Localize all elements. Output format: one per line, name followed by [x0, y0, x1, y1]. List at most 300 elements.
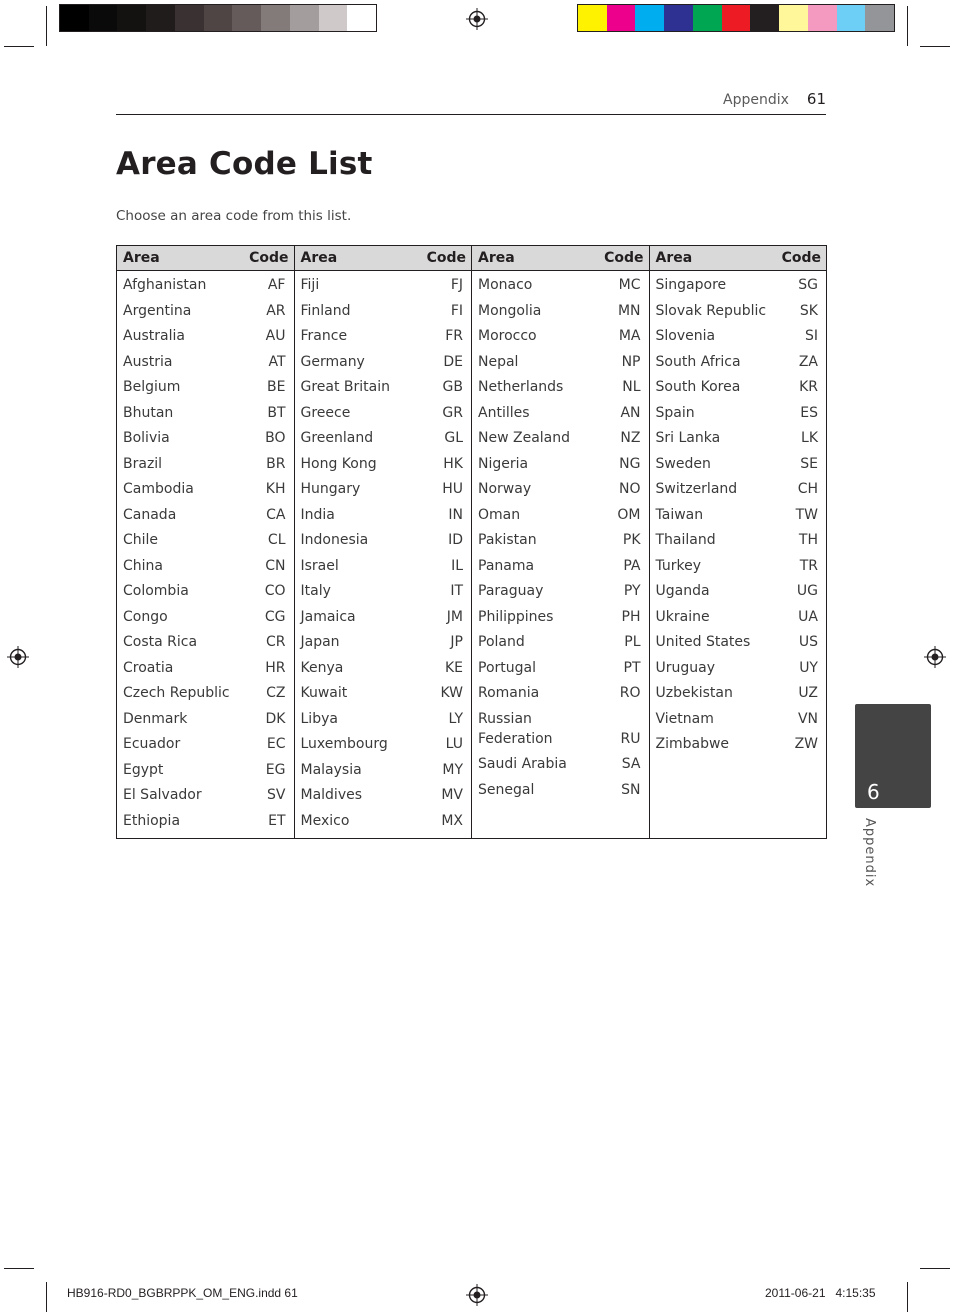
column-header: [650, 246, 827, 271]
area-name: Morocco: [478, 328, 537, 344]
crop-mark: [920, 46, 950, 47]
area-code: NG: [619, 455, 641, 472]
area-name: Colombia: [123, 583, 189, 599]
area-code: PT: [623, 659, 641, 676]
table-row: [123, 530, 286, 550]
table-row: [656, 632, 819, 652]
table-row: [656, 301, 819, 321]
table-row: [301, 530, 464, 550]
area-name: Spain: [655, 404, 695, 421]
area-code: OM: [617, 506, 641, 523]
area-name: Costa Rica: [123, 634, 198, 650]
color-swatch: [664, 5, 693, 31]
table-row: [123, 301, 286, 321]
area-code: AT: [268, 353, 286, 370]
area-code: CN: [265, 557, 286, 574]
area-code: UZ: [798, 685, 818, 701]
file-slug: HB916-RD0_BGBRPPK_OM_ENG.indd 61: [67, 1286, 298, 1300]
table-row: [123, 734, 286, 754]
table-row: [478, 754, 641, 774]
table-row: [301, 607, 464, 627]
table-row: [123, 632, 286, 652]
area-name: Malaysia: [300, 761, 362, 778]
area-name: Austria: [123, 353, 173, 370]
area-name: Denmark: [123, 710, 188, 727]
table-row: [123, 275, 286, 295]
color-swatch: [808, 5, 837, 31]
area-code: JP: [450, 634, 463, 650]
area-name: Hong Kong: [300, 455, 377, 472]
area-name: Paraguay: [478, 583, 544, 599]
area-name: Zimbabwe: [655, 736, 730, 752]
color-swatch: [837, 5, 866, 31]
area-code: GR: [442, 404, 463, 421]
table-column: [117, 246, 295, 838]
crop-mark: [920, 1268, 950, 1269]
header-rule: [116, 114, 826, 115]
crop-mark: [4, 1268, 34, 1269]
color-swatch: [290, 5, 319, 31]
color-swatch: [865, 5, 894, 31]
area-name: Uruguay: [655, 659, 715, 676]
area-name: Philippines: [478, 608, 554, 625]
table-row: [301, 709, 464, 729]
print-timestamp: 2011-06-21 4:15:35: [765, 1286, 876, 1300]
area-code: EC: [266, 736, 286, 752]
area-code: PA: [623, 557, 641, 574]
area-code: DE: [443, 353, 463, 370]
table-row: [478, 301, 641, 321]
area-name: Portugal: [478, 659, 536, 676]
area-code: ES: [800, 404, 818, 421]
area-name: Taiwan: [655, 506, 704, 523]
table-row: [656, 581, 819, 601]
area-code: DK: [265, 710, 286, 727]
area-name: United States: [655, 634, 751, 650]
table-row: [656, 658, 819, 678]
area-code: MV: [441, 787, 463, 803]
table-row: [301, 581, 464, 601]
area-code: UY: [799, 659, 818, 676]
table-row: [123, 454, 286, 474]
table-row: [301, 454, 464, 474]
area-code: MA: [618, 328, 641, 344]
table-row: [301, 734, 464, 754]
table-row: [301, 352, 464, 372]
table-row: [301, 658, 464, 678]
table-row: [123, 785, 286, 805]
table-row: [123, 377, 286, 397]
chapter-label: Appendix: [862, 818, 877, 888]
table-row: [656, 454, 819, 474]
color-swatch: [175, 5, 204, 31]
area-code: KH: [265, 481, 286, 497]
table-row: [301, 479, 464, 499]
registration-mark-icon: [7, 646, 29, 668]
crop-mark: [907, 6, 908, 46]
area-code: SN: [621, 781, 641, 798]
area-name: Ecuador: [123, 736, 181, 752]
area-name: Luxembourg: [300, 736, 388, 752]
area-code: SV: [267, 787, 286, 803]
chapter-number: 6: [867, 780, 880, 804]
area-name: Congo: [123, 608, 168, 625]
color-swatch: [347, 5, 376, 31]
area-header: Area: [478, 250, 515, 266]
area-name: Kuwait: [300, 685, 348, 701]
area-name: Hungary: [300, 481, 361, 497]
table-row: [478, 658, 641, 678]
table-row: [301, 683, 464, 703]
table-row: [656, 377, 819, 397]
table-row: [656, 326, 819, 346]
table-row: [478, 352, 641, 372]
crop-mark: [4, 46, 34, 47]
area-name: Poland: [478, 634, 525, 650]
table-row: [301, 760, 464, 780]
area-code: BT: [267, 404, 286, 421]
area-code: CH: [797, 481, 818, 497]
table-row: [301, 505, 464, 525]
area-code: NZ: [620, 430, 641, 446]
area-name: Brazil: [123, 455, 163, 472]
area-name: Germany: [300, 353, 365, 370]
table-row: [656, 352, 819, 372]
area-code: NO: [619, 481, 641, 497]
area-name: Croatia: [123, 659, 174, 676]
crop-mark: [46, 1282, 47, 1312]
color-swatch: [578, 5, 607, 31]
area-name: El Salvador: [123, 787, 202, 803]
table-row: [656, 275, 819, 295]
area-code: BO: [265, 430, 286, 446]
table-row: [123, 479, 286, 499]
column-header: [117, 246, 294, 271]
table-row: [123, 556, 286, 576]
area-name: Finland: [300, 302, 351, 319]
area-code: ET: [268, 812, 286, 829]
area-name: Russian Federation: [478, 710, 553, 747]
code-header: Code: [249, 250, 289, 266]
area-code: IL: [451, 557, 463, 574]
area-name: New Zealand: [478, 430, 570, 446]
area-code: LU: [445, 736, 463, 752]
area-code: CA: [266, 506, 286, 523]
table-row: [301, 785, 464, 805]
registration-mark-icon: [466, 1284, 488, 1306]
area-name: Singapore: [655, 277, 727, 293]
area-name: Indonesia: [300, 532, 369, 548]
table-row: [478, 530, 641, 550]
area-name: Israel: [300, 557, 339, 574]
table-row: [478, 780, 641, 800]
area-name: Mongolia: [478, 302, 542, 319]
area-name: Ethiopia: [123, 812, 181, 829]
area-name: Chile: [123, 532, 159, 548]
area-code: AU: [265, 328, 286, 344]
area-name: Great Britain: [300, 379, 391, 395]
area-name: Sweden: [655, 455, 711, 472]
table-column: [472, 246, 650, 838]
area-code: MX: [441, 812, 463, 829]
area-name: Cambodia: [123, 481, 194, 497]
area-name: Thailand: [655, 532, 716, 548]
table-row: [478, 275, 641, 295]
area-code: LY: [448, 710, 463, 727]
area-name: South Africa: [655, 353, 741, 370]
area-name: Egypt: [123, 761, 164, 778]
area-name: Jamaica: [300, 608, 356, 625]
area-code: TW: [795, 506, 818, 523]
area-name: Senegal: [478, 781, 535, 798]
table-row: [656, 734, 819, 754]
table-row: [656, 403, 819, 423]
area-name: Switzerland: [655, 481, 738, 497]
color-swatch: [750, 5, 779, 31]
page-title: Area Code List: [116, 146, 373, 182]
code-header: Code: [604, 250, 644, 266]
table-row: [656, 709, 819, 729]
area-code: FI: [450, 302, 463, 319]
table-row: [123, 683, 286, 703]
table-row: [123, 811, 286, 831]
area-name: Greece: [300, 404, 351, 421]
table-row: [478, 505, 641, 525]
color-swatch: [117, 5, 146, 31]
table-column: [650, 246, 827, 838]
table-row: [656, 530, 819, 550]
table-row: [656, 607, 819, 627]
area-code: TH: [798, 532, 818, 548]
table-row: [478, 403, 641, 423]
area-code: GB: [442, 379, 463, 395]
area-code: ID: [448, 532, 463, 548]
area-name: Sri Lanka: [655, 430, 721, 446]
table-row: [656, 505, 819, 525]
area-code: ZW: [794, 736, 818, 752]
area-code: ZA: [798, 353, 818, 370]
registration-mark-icon: [924, 646, 946, 668]
area-code: HK: [443, 455, 463, 472]
area-code: PH: [621, 608, 641, 625]
table-row: [123, 658, 286, 678]
table-row: [478, 709, 641, 749]
table-row: [478, 326, 641, 346]
area-name: Oman: [478, 506, 521, 523]
grayscale-swatch-bar: [59, 4, 377, 32]
color-swatch: [146, 5, 175, 31]
table-row: [123, 709, 286, 729]
registration-mark-icon: [466, 8, 488, 30]
area-header: Area: [655, 250, 693, 266]
area-code: SI: [804, 328, 818, 344]
table-row: [301, 403, 464, 423]
table-row: [478, 607, 641, 627]
crop-mark: [907, 1282, 908, 1312]
intro-text: Choose an area code from this list.: [116, 208, 352, 224]
table-row: [301, 377, 464, 397]
area-code: CL: [267, 532, 286, 548]
area-name: Nigeria: [478, 455, 529, 472]
table-row: [123, 428, 286, 448]
area-name: Japan: [300, 634, 340, 650]
area-name: Fiji: [300, 277, 320, 293]
area-code: KR: [799, 379, 818, 395]
area-name: Vietnam: [655, 710, 714, 727]
area-name: Monaco: [478, 277, 533, 293]
area-code: CZ: [266, 685, 286, 701]
area-header: Area: [123, 250, 160, 266]
area-code: HR: [265, 659, 286, 676]
area-name: South Korea: [655, 379, 741, 395]
color-swatch: [635, 5, 664, 31]
table-row: [123, 352, 286, 372]
area-code: UG: [796, 583, 818, 599]
area-name: Saudi Arabia: [478, 756, 567, 773]
area-name: Libya: [300, 710, 338, 727]
area-code: AR: [266, 302, 286, 319]
running-head: [723, 90, 826, 108]
table-row: [301, 275, 464, 295]
table-row: [123, 607, 286, 627]
table-column: [295, 246, 473, 838]
area-code: TR: [799, 557, 818, 574]
area-name: Antilles: [478, 404, 530, 421]
area-code: KW: [440, 685, 463, 701]
area-name: Nepal: [478, 353, 519, 370]
area-code: KE: [444, 659, 463, 676]
area-code-table: [116, 245, 827, 839]
area-code: MY: [442, 761, 463, 778]
table-row: [478, 377, 641, 397]
area-code: CG: [264, 608, 286, 625]
area-code: NP: [621, 353, 641, 370]
area-name: China: [123, 557, 163, 574]
color-swatch: [693, 5, 722, 31]
color-swatch-bar: [577, 4, 895, 32]
color-swatch: [319, 5, 348, 31]
area-code: LK: [801, 430, 818, 446]
table-row: [301, 301, 464, 321]
page-number: 61: [806, 90, 826, 108]
table-row: [301, 811, 464, 831]
column-header: [295, 246, 472, 271]
area-code: AN: [620, 404, 641, 421]
color-swatch: [722, 5, 751, 31]
area-name: France: [300, 328, 348, 344]
area-name: Turkey: [655, 557, 702, 574]
area-code: RO: [619, 685, 641, 701]
table-row: [478, 632, 641, 652]
area-name: Panama: [478, 557, 535, 574]
section-name: Appendix: [723, 92, 789, 108]
area-name: India: [300, 506, 335, 523]
area-name: Mexico: [300, 812, 350, 829]
area-code: MC: [618, 277, 641, 293]
table-row: [656, 556, 819, 576]
table-row: [656, 479, 819, 499]
area-header: Area: [300, 250, 338, 266]
area-name: Canada: [123, 506, 177, 523]
area-name: Slovak Republic: [655, 302, 767, 319]
crop-mark: [46, 6, 47, 46]
table-row: [301, 632, 464, 652]
table-row: [478, 454, 641, 474]
area-code: PK: [622, 532, 641, 548]
table-row: [478, 428, 641, 448]
area-name: Afghanistan: [123, 277, 207, 293]
table-row: [123, 403, 286, 423]
area-code: EG: [265, 761, 286, 778]
code-header: Code: [781, 250, 821, 266]
area-name: Belgium: [123, 379, 181, 395]
area-name: Argentina: [123, 302, 192, 319]
table-row: [478, 556, 641, 576]
area-name: Kenya: [300, 659, 344, 676]
table-row: [123, 505, 286, 525]
area-name: Uganda: [655, 583, 710, 599]
area-code: SE: [800, 455, 818, 472]
area-code: UA: [798, 608, 818, 625]
color-swatch: [779, 5, 808, 31]
area-name: Greenland: [300, 430, 374, 446]
area-code: RU: [620, 730, 641, 747]
area-code: PL: [624, 634, 641, 650]
area-code: SA: [621, 756, 641, 773]
area-code: SK: [799, 302, 818, 319]
area-code: IN: [448, 506, 463, 523]
table-row: [656, 428, 819, 448]
area-code: JM: [446, 608, 463, 625]
code-header: Code: [426, 250, 466, 266]
table-row: [478, 479, 641, 499]
area-name: Pakistan: [478, 532, 537, 548]
area-name: Uzbekistan: [655, 685, 733, 701]
area-code: FJ: [450, 277, 463, 293]
area-name: Bolivia: [123, 430, 170, 446]
area-code: GL: [444, 430, 463, 446]
column-header: [472, 246, 649, 271]
table-row: [301, 556, 464, 576]
table-row: [301, 428, 464, 448]
area-name: Czech Republic: [123, 685, 230, 701]
table-row: [123, 581, 286, 601]
color-swatch: [232, 5, 261, 31]
area-name: Italy: [300, 583, 331, 599]
area-name: Slovenia: [655, 328, 716, 344]
table-row: [478, 683, 641, 703]
color-swatch: [60, 5, 89, 31]
area-code: BE: [267, 379, 286, 395]
area-code: PY: [623, 583, 641, 599]
area-code: NL: [622, 379, 641, 395]
area-name: Netherlands: [478, 379, 564, 395]
area-code: CR: [265, 634, 286, 650]
table-row: [478, 581, 641, 601]
table-row: [656, 683, 819, 703]
area-code: FR: [445, 328, 463, 344]
area-name: Australia: [123, 328, 185, 344]
area-name: Maldives: [300, 787, 363, 803]
area-code: IT: [450, 583, 463, 599]
area-code: HU: [442, 481, 463, 497]
area-code: US: [798, 634, 818, 650]
area-code: VN: [797, 710, 818, 727]
area-name: Ukraine: [655, 608, 710, 625]
area-name: Romania: [478, 685, 540, 701]
color-swatch: [261, 5, 290, 31]
area-name: Norway: [478, 481, 532, 497]
